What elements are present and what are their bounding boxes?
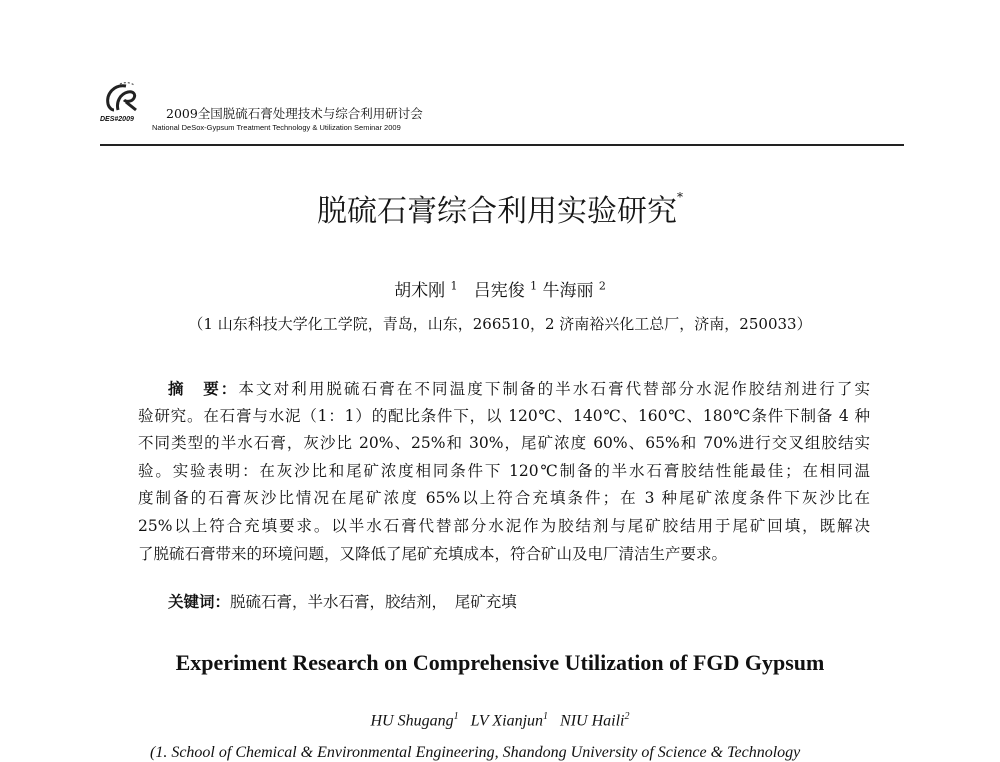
author-en-name: NIU Haili: [560, 712, 625, 730]
seminar-name-cn: 2009全国脱硫石膏处理技术与综合利用研讨会: [166, 106, 423, 121]
author-cn-name: 牛海丽: [542, 281, 594, 301]
keywords: [168, 590, 517, 612]
author-en-sup: 1: [543, 711, 549, 722]
paper-title-cn: [0, 186, 1000, 230]
author-cn-name: 胡术刚: [394, 281, 446, 301]
keywords-text: 脱硫石膏，半水石膏，胶结剂， 尾矿充填: [230, 593, 517, 611]
keywords-label: 关键词：: [168, 592, 231, 611]
abstract-line: 度制备的石膏灰沙比情况在尾矿浓度 65%以上符合充填条件；在 3 种尾矿浓度条件下灰沙比在: [138, 489, 870, 508]
abstract: [138, 375, 870, 568]
authors-en: [0, 711, 1000, 730]
title-footnote-mark: *: [677, 190, 683, 204]
abstract-line: [138, 375, 870, 403]
affiliation-cn: （1 山东科技大学化工学院，青岛，山东，266510，2 济南裕兴化工总厂，济南，250033）: [188, 315, 812, 333]
author-cn-sup: 2: [598, 279, 606, 293]
seminar-logo-text: DES#2009: [100, 116, 134, 123]
author-cn-sup: 1: [530, 279, 538, 293]
abstract-line: 25%以上符合充填要求。以半水石膏代替部分水泥作为胶结剂与尾矿胶结用于尾矿回填，既解决: [138, 516, 870, 535]
abstract-line: 了脱硫石膏带来的环境问题，又降低了尾矿充填成本，符合矿山及电厂清洁生产要求。: [138, 544, 728, 563]
author-en-name: LV Xianjun: [470, 712, 544, 730]
author-cn-sup: 1: [450, 279, 458, 293]
authors-cn: [0, 276, 1000, 301]
header-divider: [100, 144, 904, 146]
seminar-logo: [100, 80, 154, 124]
author-cn-name: 吕宪俊: [473, 281, 525, 301]
author-en-name: HU Shugang: [370, 712, 454, 730]
author-en-sup: 1: [453, 711, 459, 722]
author-en-sup: 2: [624, 711, 630, 722]
seminar-name-en: National DeSox-Gypsum Treatment Technology & Utilization Seminar 2009: [152, 123, 401, 132]
paper-title-cn-text: 脱硫石膏综合利用实验研究: [317, 194, 677, 229]
abstract-label: 摘 要：: [168, 379, 239, 398]
abstract-line: 验研究。在石膏与水泥（1：1）的配比条件下，以 120℃、140℃、160℃、180℃条件下制备 4 种: [138, 406, 870, 425]
affiliation-en: (1. School of Chemical & Environmental Engineering, Shandong University of Science & Technology: [150, 744, 801, 761]
paper-title-en: Experiment Research on Comprehensive Utilization of FGD Gypsum: [175, 650, 825, 675]
abstract-line: 不同类型的半水石膏，灰沙比 20%、25%和 30%，尾矿浓度 60%、65%和 70%进行交叉组胶结实: [138, 434, 870, 453]
seminar-logo-icon: [100, 80, 154, 124]
abstract-line: 验。实验表明：在灰沙比和尾矿浓度相同条件下 120℃制备的半水石膏胶结性能最佳；在相同温: [138, 461, 870, 480]
abstract-text: 本文对利用脱硫石膏在不同温度下制备的半水石膏代替部分水泥作胶结剂进行了实: [238, 380, 870, 398]
